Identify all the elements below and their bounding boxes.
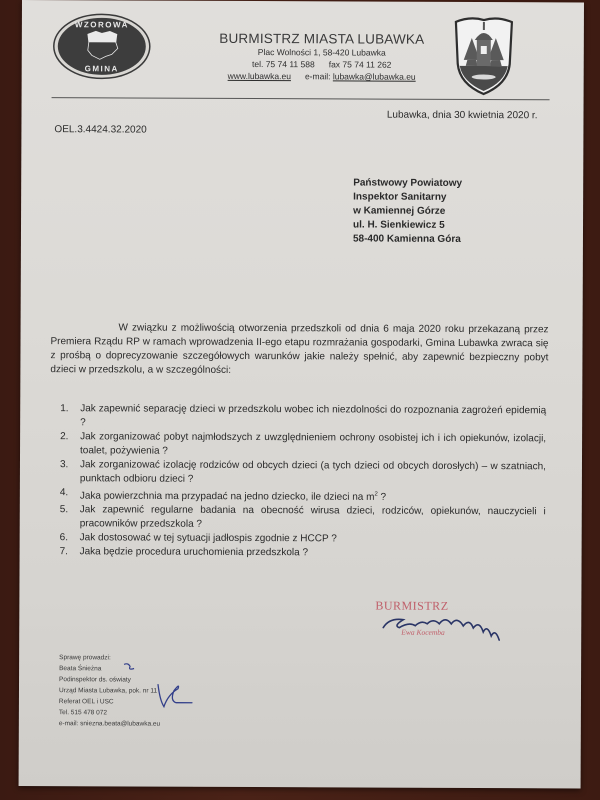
question-item <box>60 430 546 460</box>
logo-top-text: WZOROWA <box>74 20 129 30</box>
letterhead-fax: fax 75 74 11 262 <box>328 59 392 70</box>
header-divider <box>52 97 550 100</box>
reference-number: OEL.3.4424.32.2020 <box>54 124 147 136</box>
footer-line: Sprawę prowadzi: <box>59 654 111 662</box>
coat-of-arms-icon <box>450 14 518 96</box>
letterhead-block <box>207 31 437 83</box>
letter-body <box>50 321 548 379</box>
question-text: Jak zapewnić regularne badania na obecność wirusa dzieci, rodziców, opiekunów, nauczycieli i pracowników przedszkola ? <box>79 504 546 531</box>
question-text: Jak zorganizować izolację rodziców od obcych dzieci (a tych dzieci od obcych dorosłych) – w szatniach, punktach odbioru dzieci ? <box>79 459 546 485</box>
question-item <box>60 402 546 432</box>
question-text: Jak dostosować w tej sytuacji jadłospis zgodnie z HCCP ? <box>79 532 337 545</box>
recipient-line: w Kamiennej Górze <box>353 205 446 217</box>
date-line: Lubawka, dnia 30 kwietnia 2020 r. <box>386 109 538 122</box>
question-text: Jak zorganizować pobyt najmłodszych z uwzględnieniem ochrony osobistej ich i ich opiekunów, izolacji, toalet, pożywienia ? <box>80 431 547 457</box>
recipient-line: ul. H. Sienkiewicz 5 <box>352 219 445 231</box>
footer-line: Podinspektor ds. oświaty <box>59 676 131 684</box>
stamp-name: Ewa Kocemba <box>401 627 445 637</box>
question-list <box>60 402 547 561</box>
question-item <box>60 458 546 488</box>
question-number: 2. <box>60 431 69 443</box>
email-label: e-mail: <box>304 71 331 82</box>
recipient-line: Inspektor Sanitarny <box>353 191 447 203</box>
question-number: 6. <box>59 532 69 544</box>
wzorowa-gmina-logo <box>52 12 152 80</box>
letterhead-title: BURMISTRZ MIASTA LUBAWKA <box>219 30 425 47</box>
email-link[interactable]: lubawka@lubawka.eu <box>332 71 416 82</box>
body-paragraph: W związku z możliwością otworzenia przedszkoli od dnia 6 maja 2020 roku przekazaną przez Premiera Rządu RP w ramach wprowadzenia II-ego etapu rozmrażania gospodarki, Gmina Lubawka zwraca się z prośbą o doprecyzowanie szczegółowych warunków jakie należy spełnić, aby zapewnić bezpieczny pobyt dzieci w przedszkolu, a w szczególności: <box>50 322 549 376</box>
footer-line: Referat OEL i USC <box>58 698 114 706</box>
recipient-address <box>353 176 462 246</box>
question-text: Jak zapewnić separację dzieci w przedszkolu wobec ich niezdolności do rozpoznania zagrożeń epidemią ? <box>80 403 547 429</box>
letterhead-web <box>207 70 437 83</box>
superscript: 2 <box>374 491 378 498</box>
question-item <box>60 503 546 533</box>
recipient-line: 58-400 Kamienna Góra <box>352 233 461 245</box>
question-item <box>60 545 546 561</box>
letterhead-phone: tel. 75 74 11 588 <box>251 59 315 70</box>
question-number: 3. <box>59 459 69 471</box>
question-text: Jaka będzie procedura uruchomienia przedszkola ? <box>79 546 309 559</box>
footer-line: e-mail: sniezna.beata@lubawka.eu <box>58 720 161 728</box>
letter-page <box>19 0 584 788</box>
handler-signature-icon <box>114 660 204 710</box>
website-link[interactable]: www.lubawka.eu <box>227 70 291 82</box>
question-number: 5. <box>59 504 69 516</box>
question-text: Jaka powierzchnia ma przypadać na jedno dziecko, ile dzieci na m <box>79 490 375 503</box>
footer-line: Urząd Miasta Lubawka, pok. nr 11 <box>58 687 158 695</box>
stamp-title: BURMISTRZ <box>375 598 449 613</box>
question-number: 1. <box>60 403 69 415</box>
footer-line: Beata Śnieżna <box>59 665 102 673</box>
signature-icon <box>369 602 509 643</box>
letterhead-address: Plac Wolności 1, 58-420 Lubawka <box>257 47 386 58</box>
letterhead-contact <box>207 58 437 71</box>
recipient-line: Państwowy Powiatowy <box>353 177 463 189</box>
question-number: 7. <box>59 546 68 558</box>
question-item <box>60 486 546 505</box>
logo-bottom-text: GMINA <box>84 64 119 74</box>
footer-line: Tel. 515 478 072 <box>58 709 107 717</box>
question-tail: ? <box>377 491 387 503</box>
question-number: 4. <box>59 487 69 499</box>
